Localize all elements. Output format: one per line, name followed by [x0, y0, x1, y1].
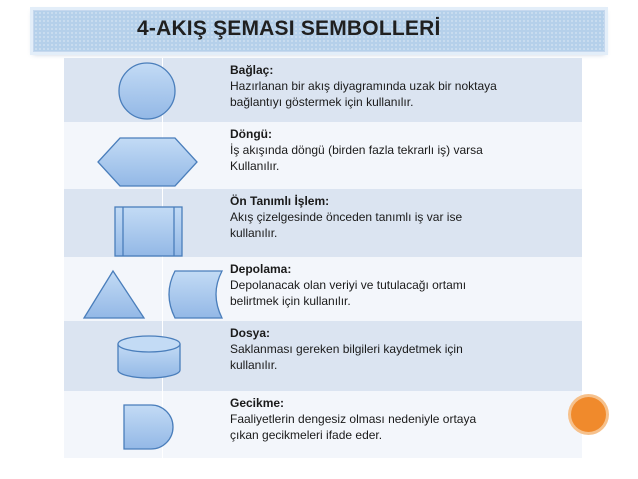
row-text [230, 261, 576, 309]
decorative-orange-circle [571, 397, 606, 432]
symbols-table [64, 58, 582, 458]
table-row [64, 189, 582, 257]
title-banner [33, 10, 605, 52]
row-description: Depolanacak olan veriyi ve tutulacağı ortamı belirtmek için kullanılır. [230, 278, 467, 308]
row-text [230, 395, 576, 443]
row-text [230, 126, 576, 174]
row-description: Faaliyetlerin dengesiz olması nedeniyle ortaya çıkan gecikmeleri ifade eder. [230, 412, 477, 442]
row-title: Depolama: [230, 262, 292, 276]
row-description: Saklanması gereken bilgileri kaydetmek için kullanılır. [230, 342, 463, 372]
table-row [64, 122, 582, 189]
row-title: Ön Tanımlı İşlem: [230, 194, 330, 208]
row-title: Döngü: [230, 127, 272, 141]
row-text [230, 193, 576, 241]
table-row [64, 391, 582, 458]
row-title: Dosya: [230, 326, 271, 340]
row-description: İş akışında döngü (birden fazla tekrarlı iş) varsa Kullanılır. [230, 143, 483, 173]
row-text [230, 62, 576, 110]
row-text [230, 325, 576, 373]
table-row [64, 257, 582, 321]
row-title: Bağlaç: [230, 63, 274, 77]
table-row [64, 58, 582, 122]
row-description: Akış çizelgesinde önceden tanımlı iş var ise kullanılır. [230, 210, 463, 240]
page-title: 4-AKIŞ ŞEMASI SEMBOLLERİ [137, 17, 441, 40]
row-description: Hazırlanan bir akış diyagramında uzak bir noktaya bağlantıyı göstermek için kullanılır. [230, 79, 497, 109]
table-row [64, 321, 582, 391]
row-title: Gecikme: [230, 396, 285, 410]
column-divider [162, 58, 163, 458]
